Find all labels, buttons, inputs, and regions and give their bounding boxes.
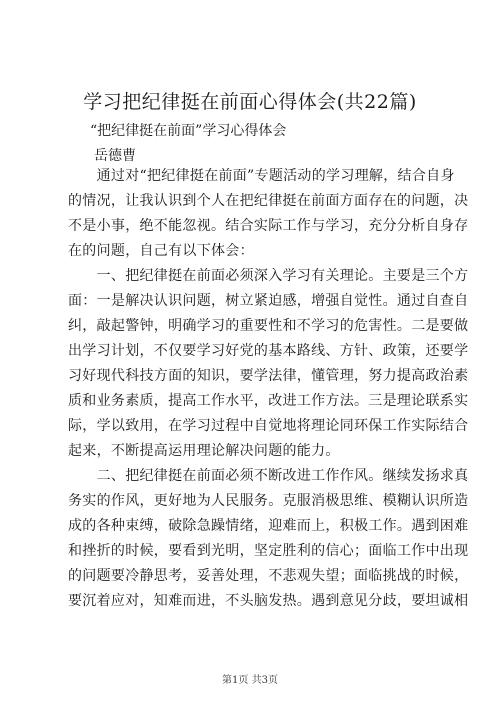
- document-subtitle: “把纪律挺在前面”学习心得体会: [90, 123, 287, 139]
- body-line: 的情况，让我认识到个人在把纪律挺在前面方面存在的问题，决: [68, 193, 469, 209]
- author-name: 岳德曹: [94, 148, 136, 164]
- body-line: 面：一是解决认识问题，树立紧迫感，增强自觉性。通过自查自: [68, 293, 469, 309]
- body-line: 通过对“把纪律挺在前面”专题活动的学习理解，结合自身: [68, 168, 455, 184]
- body-line: 不是小事，绝不能忽视。结合实际工作与学习，充分分析自身存: [68, 218, 469, 234]
- body-line: 纠，敲起警钟，明确学习的重要性和不学习的危害性。二是要做: [68, 318, 469, 334]
- body-line: 务实的作风，更好地为人民服务。克服消极思维、模糊认识所造: [68, 493, 469, 509]
- page-footer: 第1页 共3页: [222, 675, 278, 686]
- body-line: 习好现代科技方面的知识，要学法律，懂管理，努力提高政治素: [68, 368, 469, 384]
- body-line: 出学习计划，不仅要学习好党的基本路线、方针、政策，还要学: [68, 343, 469, 359]
- body-line: 质和业务素质，提高工作水平，改进工作方法。三是理论联系实: [68, 393, 469, 409]
- body-line: 和挫折的时候，要看到光明，坚定胜利的信心；面临工作中出现: [68, 543, 469, 559]
- body-line: 在的问题，自己有以下体会：: [68, 243, 254, 259]
- body-line: 成的各种束缚，破除急躁情绪，迎难而上，积极工作。遇到困难: [68, 518, 469, 534]
- body-line: 二、把纪律挺在前面必须不断改进工作作风。继续发扬求真: [68, 468, 469, 484]
- body-line: 际，学以致用，在学习过程中自觉地将理论同环保工作实际结合: [68, 418, 469, 434]
- body-line: 的问题要冷静思考，妥善处理，不悲观失望；面临挑战的时候，: [68, 568, 469, 584]
- document-title: 学习把纪律挺在前面心得体会(共22篇): [83, 91, 417, 113]
- body-line: 起来，不断提高运用理论解决问题的能力。: [68, 443, 340, 459]
- body-line: 要沉着应对，知难而进，不头脑发热。遇到意见分歧，要坦诚相: [68, 593, 469, 609]
- body-line: 一、把纪律挺在前面必须深入学习有关理论。主要是三个方: [68, 268, 469, 284]
